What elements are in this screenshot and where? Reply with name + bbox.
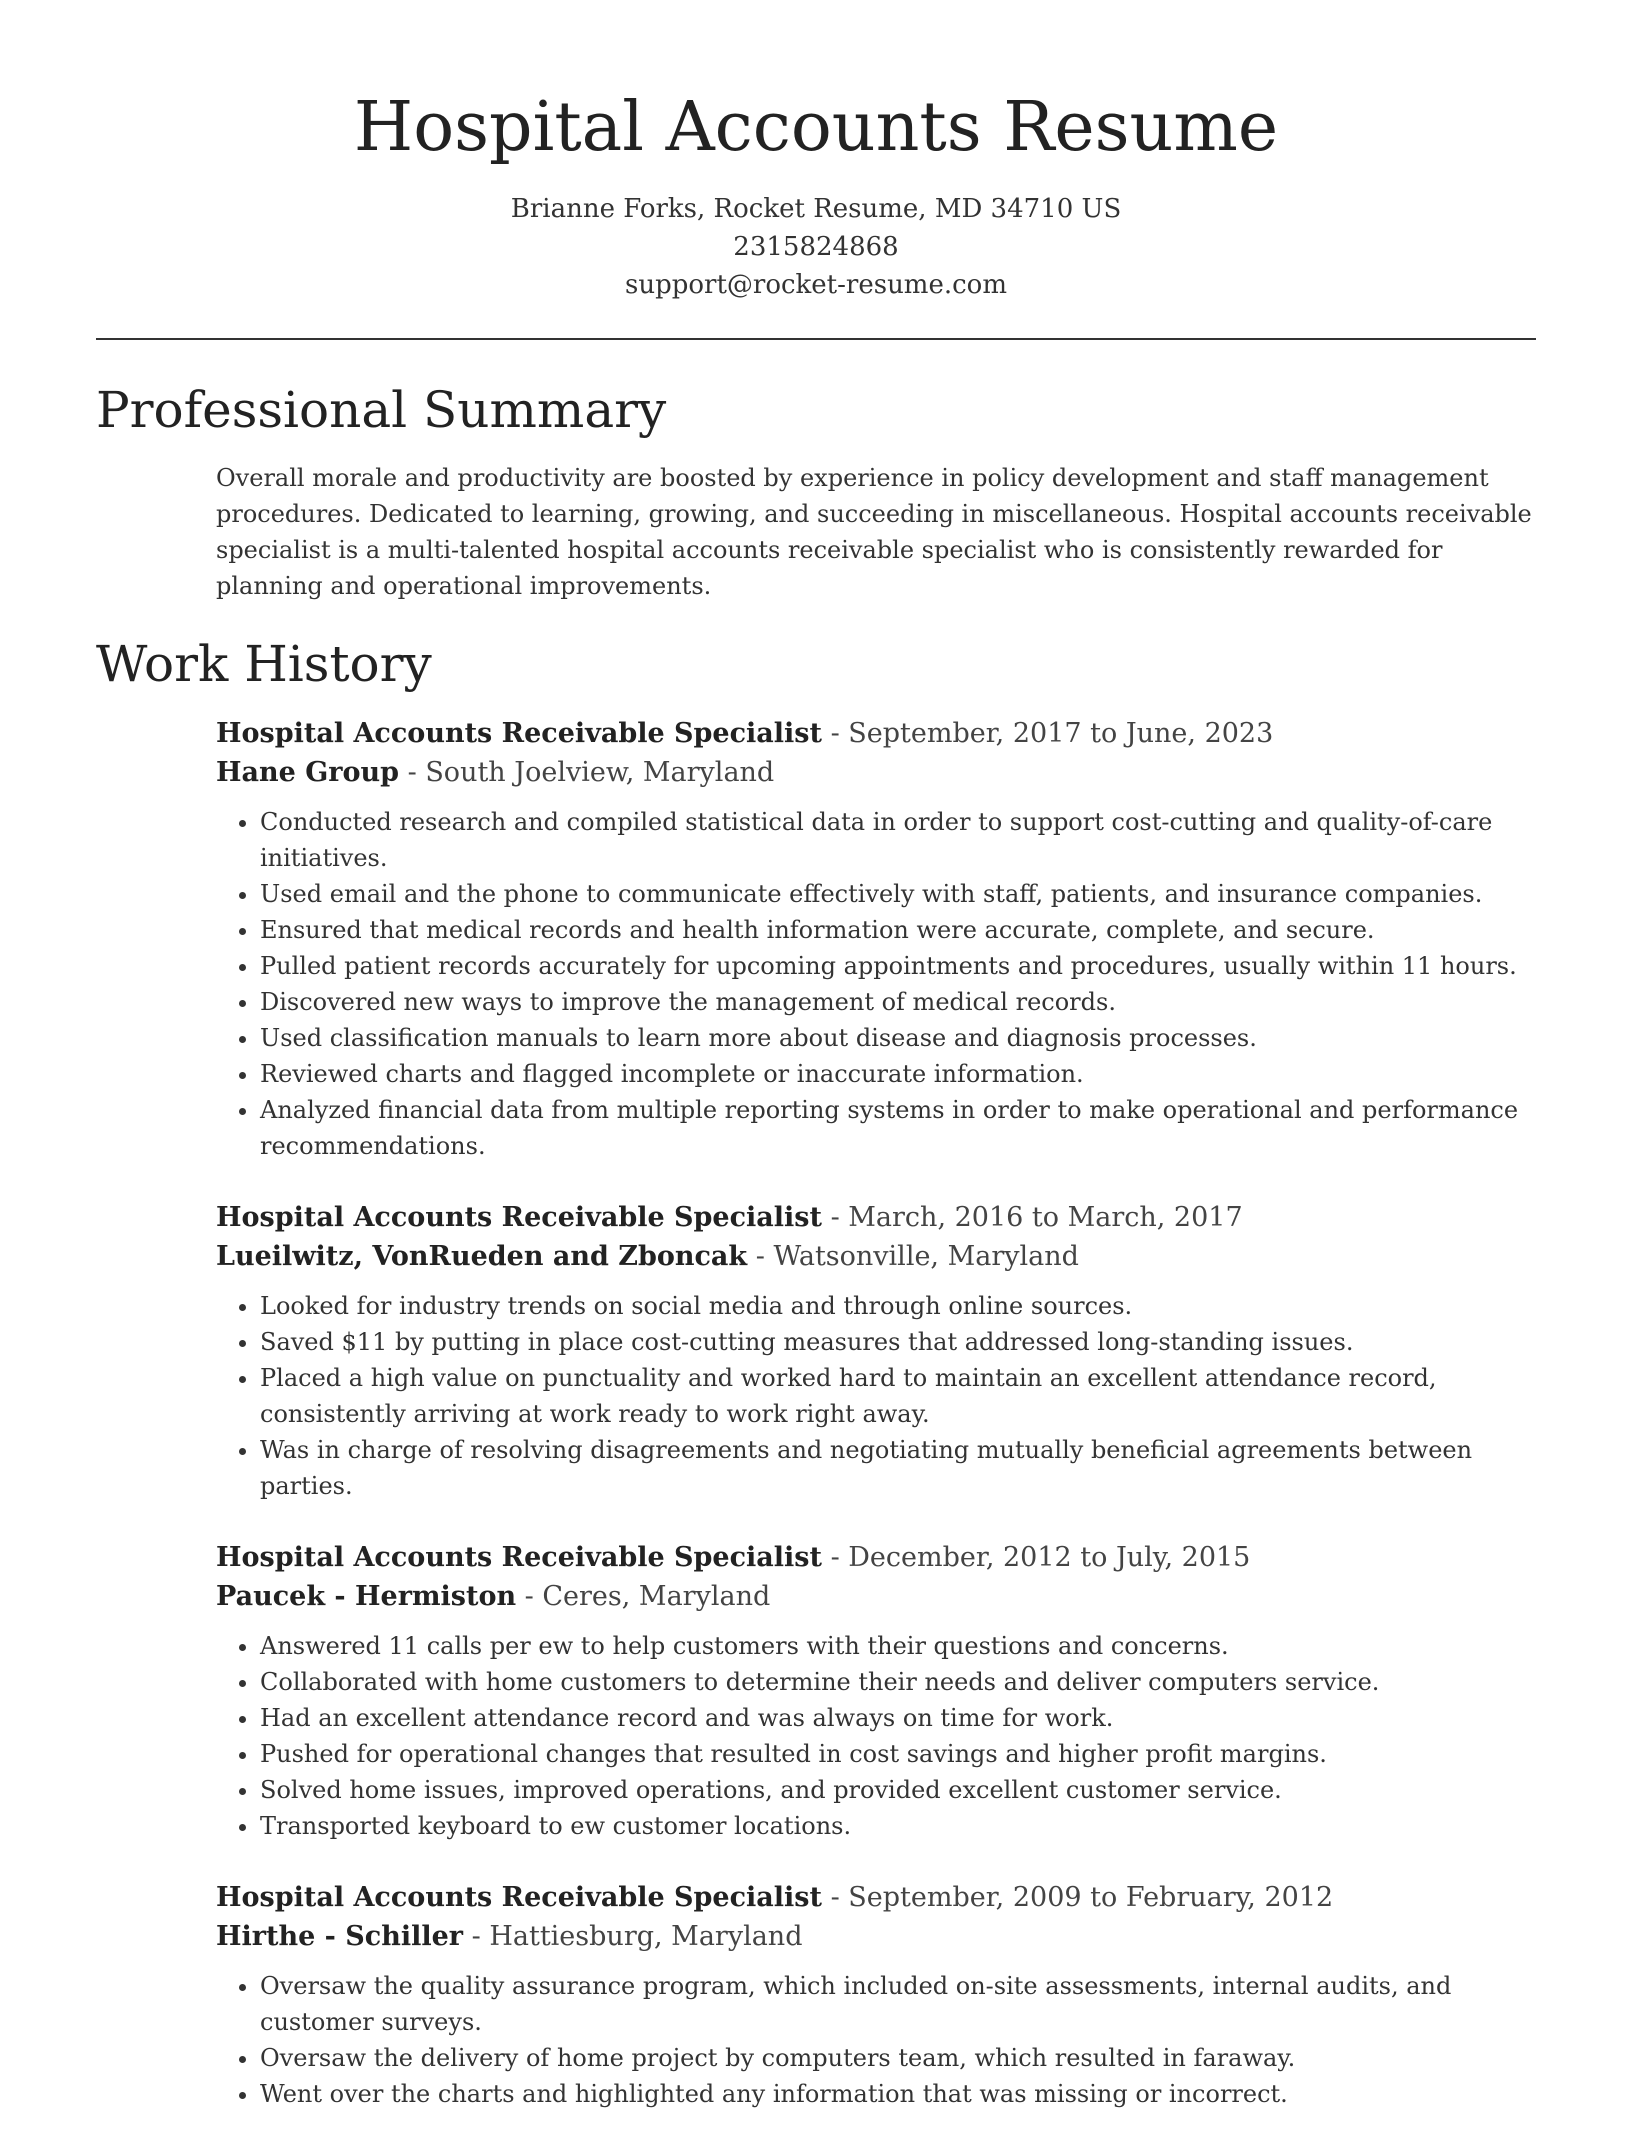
header-divider (96, 338, 1536, 340)
job-bullets (216, 1628, 1536, 1844)
contact-email: support@rocket-resume.com (624, 270, 1007, 300)
job-company-line (216, 1237, 1536, 1276)
work-history-section (96, 634, 1536, 2112)
separator: - (821, 718, 849, 749)
list-item: • Went over the charts and highlighted any information that was missing or incorrect. (260, 2076, 1536, 2112)
separator: - (516, 1581, 543, 1612)
job-company: Hane Group (216, 757, 400, 788)
job-company-line (216, 753, 1536, 792)
separator: - (463, 1921, 490, 1952)
job-dates: December, 2012 to July, 2015 (848, 1542, 1251, 1573)
list-item: • Saved $11 by putting in place cost-cutting measures that addressed long-standing issues. (260, 1324, 1536, 1360)
list-item: • Collaborated with home customers to determine their needs and deliver computers service. (260, 1664, 1536, 1700)
list-item: • Ensured that medical records and health information were accurate, complete, and secure. (260, 912, 1536, 948)
list-item: • Had an excellent attendance record and was always on time for work. (260, 1700, 1536, 1736)
resume-page (96, 0, 1536, 2146)
contact-info (96, 190, 1536, 304)
job-location: Watsonville, Maryland (773, 1241, 1079, 1272)
list-item: • Answered 11 calls per ew to help customers with their questions and concerns. (260, 1628, 1536, 1664)
contact-address: Brianne Forks, Rocket Resume, MD 34710 US (510, 194, 1122, 224)
separator: - (747, 1241, 774, 1272)
list-item: • Oversaw the delivery of home project by computers team, which resulted in faraway. (260, 2040, 1536, 2076)
job-company: Paucek - Hermiston (216, 1581, 517, 1612)
job-company: Lueilwitz, VonRueden and Zboncak (216, 1241, 748, 1272)
job-bullets (216, 804, 1536, 1164)
job-entry (216, 714, 1536, 1164)
separator: - (399, 757, 426, 788)
summary-heading: Professional Summary (96, 381, 667, 439)
job-location: South Joelview, Maryland (425, 757, 775, 788)
list-item: • Used classification manuals to learn more about disease and diagnosis processes. (260, 1020, 1536, 1056)
list-item: • Looked for industry trends on social media and through online sources. (260, 1288, 1536, 1324)
job-title: Hospital Accounts Receivable Specialist (216, 1202, 822, 1233)
job-bullets (216, 1288, 1536, 1504)
list-item: • Conducted research and compiled statistical data in order to support cost-cutting and quality-of-care initiatives. (260, 804, 1536, 876)
list-item: • Solved home issues, improved operations, and provided excellent customer service. (260, 1772, 1536, 1808)
separator: - (821, 1542, 849, 1573)
list-item: • Was in charge of resolving disagreements and negotiating mutually beneficial agreements between parties. (260, 1432, 1536, 1504)
work-history-body (96, 714, 1536, 2112)
job-bullets (216, 1968, 1536, 2112)
contact-phone: 2315824868 (733, 232, 899, 262)
job-dates: September, 2017 to June, 2023 (848, 718, 1274, 749)
list-item: • Reviewed charts and flagged incomplete or inaccurate information. (260, 1056, 1536, 1092)
job-title: Hospital Accounts Receivable Specialist (216, 1882, 822, 1913)
job-title-line (216, 714, 1536, 753)
job-title: Hospital Accounts Receivable Specialist (216, 1542, 822, 1573)
job-dates: September, 2009 to February, 2012 (848, 1882, 1334, 1913)
job-dates: March, 2016 to March, 2017 (848, 1202, 1243, 1233)
job-entry (216, 1198, 1536, 1504)
job-company-line (216, 1917, 1536, 1956)
work-history-heading: Work History (96, 635, 432, 693)
summary-text: Overall morale and productivity are boosted by experience in policy development and staff management procedures. Dedicated to learning, growing, and succeeding in miscellaneous. Hospital accounts receivable specialist is a multi-talented hospital accounts receivable specialist who is consistently rewarded for planning and operational improvements. (216, 464, 1532, 600)
job-location: Hattiesburg, Maryland (489, 1921, 803, 1952)
list-item: • Pulled patient records accurately for upcoming appointments and procedures, usually within 11 hours. (260, 948, 1536, 984)
resume-title: Hospital Accounts Resume (353, 88, 1279, 167)
job-title-line (216, 1538, 1536, 1577)
summary-section (96, 380, 1536, 604)
list-item: • Discovered new ways to improve the management of medical records. (260, 984, 1536, 1020)
job-company-line (216, 1577, 1536, 1616)
separator: - (821, 1202, 849, 1233)
list-item: • Oversaw the quality assurance program, which included on-site assessments, internal audits, and customer surveys. (260, 1968, 1536, 2040)
job-title-line (216, 1878, 1536, 1917)
separator: - (821, 1882, 849, 1913)
list-item: • Pushed for operational changes that resulted in cost savings and higher profit margins. (260, 1736, 1536, 1772)
list-item: • Used email and the phone to communicate effectively with staff, patients, and insurance companies. (260, 876, 1536, 912)
summary-body (96, 460, 1536, 604)
resume-header (96, 0, 1536, 304)
job-entry (216, 1878, 1536, 2112)
job-entry (216, 1538, 1536, 1844)
list-item: • Analyzed financial data from multiple reporting systems in order to make operational and performance recommendations. (260, 1092, 1536, 1164)
list-item: • Transported keyboard to ew customer locations. (260, 1808, 1536, 1844)
job-location: Ceres, Maryland (542, 1581, 771, 1612)
job-title: Hospital Accounts Receivable Specialist (216, 718, 822, 749)
job-company: Hirthe - Schiller (216, 1921, 464, 1952)
list-item: • Placed a high value on punctuality and worked hard to maintain an excellent attendance record, consistently arriving at work ready to work right away. (260, 1360, 1536, 1432)
job-title-line (216, 1198, 1536, 1237)
